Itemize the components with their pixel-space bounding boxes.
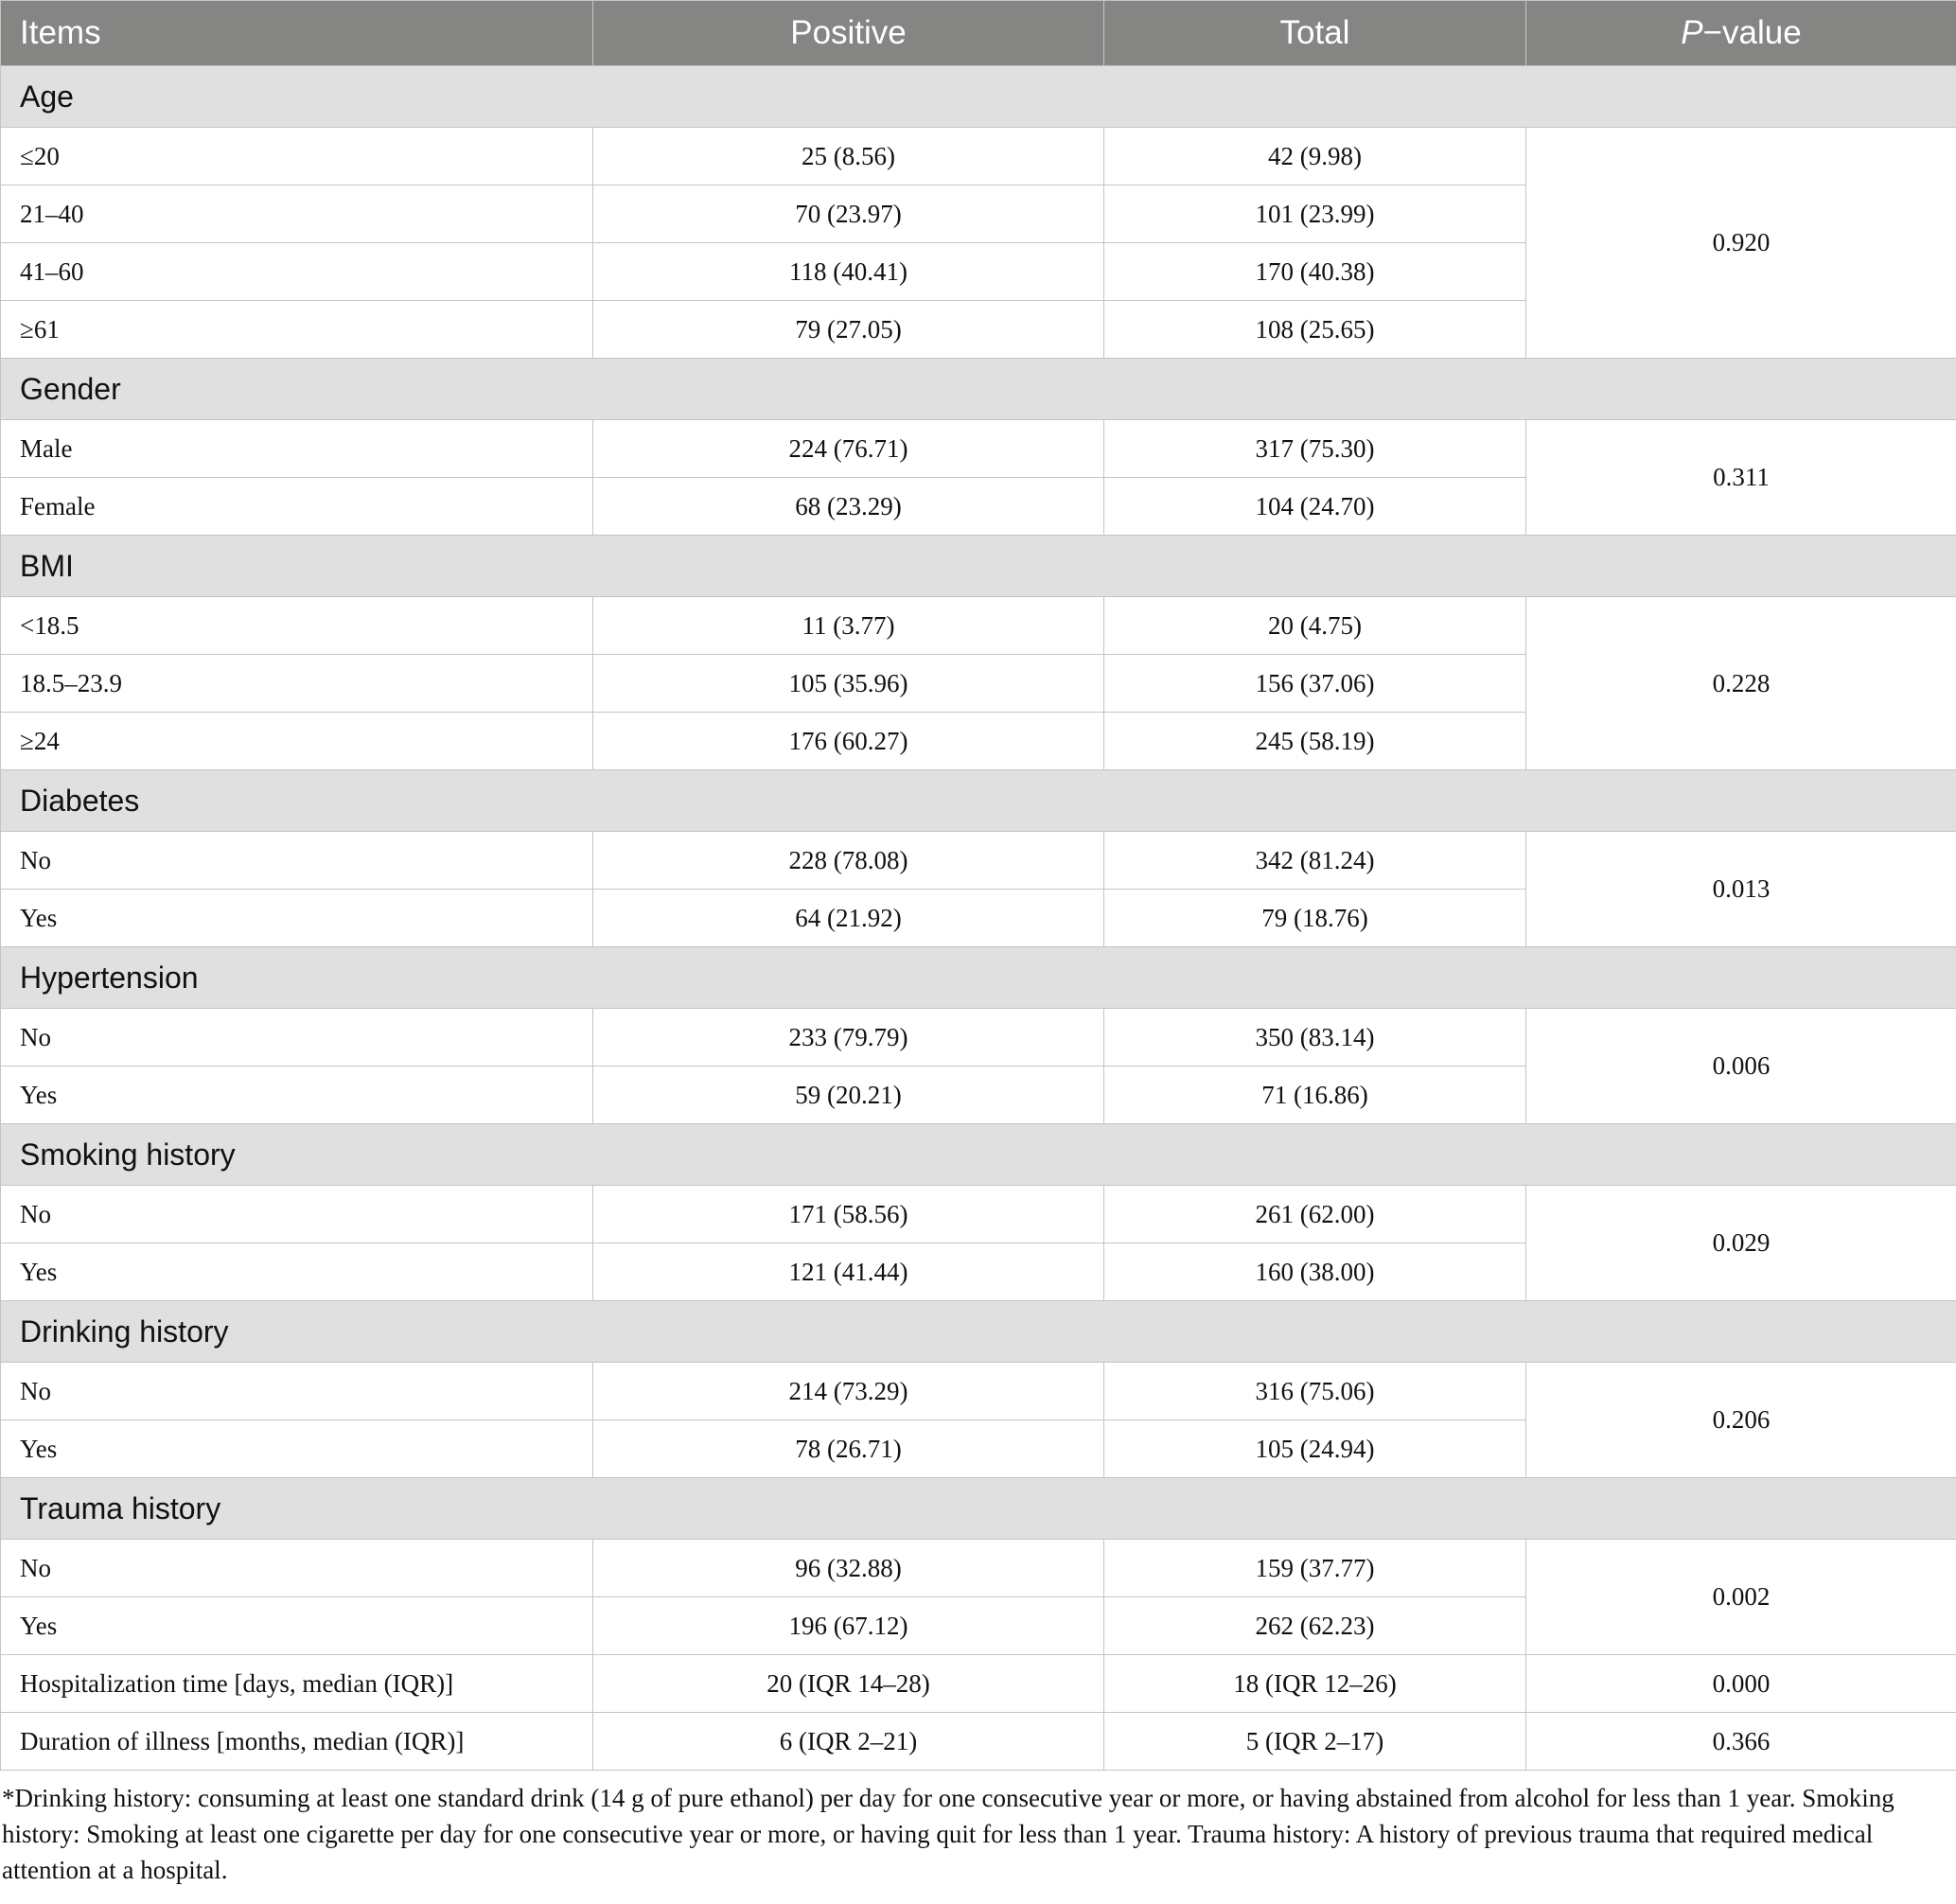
- section-row: [1, 1124, 1956, 1186]
- table-row: [1, 1655, 1956, 1713]
- row-total: 160 (38.00): [1104, 1243, 1526, 1301]
- row-positive: 6 (IQR 2–21): [593, 1713, 1104, 1771]
- row-positive: 68 (23.29): [593, 478, 1104, 536]
- section-title: Gender: [1, 359, 1956, 420]
- row-total: 71 (16.86): [1104, 1067, 1526, 1124]
- row-label: Hospitalization time [days, median (IQR)]: [1, 1655, 593, 1713]
- row-positive: 118 (40.41): [593, 243, 1104, 301]
- table-row: [1, 420, 1956, 478]
- row-total: 245 (58.19): [1104, 713, 1526, 770]
- row-label: 41–60: [1, 243, 593, 301]
- row-positive: 64 (21.92): [593, 890, 1104, 947]
- row-p-value: 0.206: [1526, 1363, 1956, 1478]
- row-positive: 59 (20.21): [593, 1067, 1104, 1124]
- row-label: Yes: [1, 1420, 593, 1478]
- header-positive: Positive: [593, 1, 1104, 66]
- row-label: Male: [1, 420, 593, 478]
- row-positive: 70 (23.97): [593, 185, 1104, 243]
- section-title: Trauma history: [1, 1478, 1956, 1540]
- section-row: [1, 536, 1956, 597]
- row-label: No: [1, 1540, 593, 1597]
- header-row: [1, 1, 1956, 66]
- section-row: [1, 1478, 1956, 1540]
- row-label: Yes: [1, 1243, 593, 1301]
- row-total: 170 (40.38): [1104, 243, 1526, 301]
- row-label: Yes: [1, 890, 593, 947]
- section-title: Drinking history: [1, 1301, 1956, 1363]
- row-total: 18 (IQR 12–26): [1104, 1655, 1526, 1713]
- table-footnote: *Drinking history: consuming at least one standard drink (14 g of pure ethanol) per day for one consecutive year or more, or having abstained from alcohol for less than 1 year. Smoking history: Smoking at least one cigarette per day for one consecutive year or more, or having quit for less than 1 year. Trauma history: A history of previous trauma that required medical attention at a hospital.: [2, 1784, 1894, 1884]
- row-p-value: 0.006: [1526, 1009, 1956, 1124]
- table-row: [1, 128, 1956, 185]
- row-label: Yes: [1, 1067, 593, 1124]
- header-p-value: [1526, 1, 1956, 66]
- row-label: ≥24: [1, 713, 593, 770]
- row-total: 350 (83.14): [1104, 1009, 1526, 1067]
- section-row: [1, 359, 1956, 420]
- row-label: 18.5–23.9: [1, 655, 593, 713]
- row-total: 42 (9.98): [1104, 128, 1526, 185]
- table-body: [1, 66, 1956, 1771]
- row-total: 262 (62.23): [1104, 1597, 1526, 1655]
- row-positive: 196 (67.12): [593, 1597, 1104, 1655]
- row-label: No: [1, 832, 593, 890]
- row-p-value: 0.228: [1526, 597, 1956, 770]
- row-total: 108 (25.65): [1104, 301, 1526, 359]
- row-label: <18.5: [1, 597, 593, 655]
- row-positive: 214 (73.29): [593, 1363, 1104, 1420]
- row-positive: 171 (58.56): [593, 1186, 1104, 1243]
- row-label: No: [1, 1009, 593, 1067]
- row-positive: 96 (32.88): [593, 1540, 1104, 1597]
- row-positive: 79 (27.05): [593, 301, 1104, 359]
- section-row: [1, 770, 1956, 832]
- row-total: 316 (75.06): [1104, 1363, 1526, 1420]
- table-row: [1, 1363, 1956, 1420]
- row-total: 104 (24.70): [1104, 478, 1526, 536]
- row-total: 101 (23.99): [1104, 185, 1526, 243]
- row-total: 105 (24.94): [1104, 1420, 1526, 1478]
- row-positive: 121 (41.44): [593, 1243, 1104, 1301]
- row-p-value: 0.002: [1526, 1540, 1956, 1655]
- row-total: 159 (37.77): [1104, 1540, 1526, 1597]
- row-label: Female: [1, 478, 593, 536]
- row-p-value: 0.920: [1526, 128, 1956, 359]
- row-positive: 11 (3.77): [593, 597, 1104, 655]
- row-total: 261 (62.00): [1104, 1186, 1526, 1243]
- row-positive: 233 (79.79): [593, 1009, 1104, 1067]
- row-positive: 20 (IQR 14–28): [593, 1655, 1104, 1713]
- table-row: [1, 1713, 1956, 1771]
- header-p-italic: P: [1681, 14, 1703, 51]
- section-title: BMI: [1, 536, 1956, 597]
- section-title: Hypertension: [1, 947, 1956, 1009]
- row-positive: 25 (8.56): [593, 128, 1104, 185]
- row-total: 156 (37.06): [1104, 655, 1526, 713]
- row-p-value: 0.311: [1526, 420, 1956, 536]
- row-total: 5 (IQR 2–17): [1104, 1713, 1526, 1771]
- row-positive: 228 (78.08): [593, 832, 1104, 890]
- row-label: 21–40: [1, 185, 593, 243]
- row-total: 342 (81.24): [1104, 832, 1526, 890]
- row-total: 79 (18.76): [1104, 890, 1526, 947]
- row-label: No: [1, 1186, 593, 1243]
- row-label: Yes: [1, 1597, 593, 1655]
- section-row: [1, 947, 1956, 1009]
- section-title: Diabetes: [1, 770, 1956, 832]
- row-p-value: 0.366: [1526, 1713, 1956, 1771]
- section-title: Age: [1, 66, 1956, 128]
- row-positive: 78 (26.71): [593, 1420, 1104, 1478]
- table-row: [1, 1009, 1956, 1067]
- section-row: [1, 1301, 1956, 1363]
- section-title: Smoking history: [1, 1124, 1956, 1186]
- row-total: 317 (75.30): [1104, 420, 1526, 478]
- row-label: No: [1, 1363, 593, 1420]
- row-positive: 224 (76.71): [593, 420, 1104, 478]
- row-label: ≤20: [1, 128, 593, 185]
- table-header: [1, 1, 1956, 66]
- row-p-value: 0.000: [1526, 1655, 1956, 1713]
- row-p-value: 0.013: [1526, 832, 1956, 947]
- header-items: Items: [1, 1, 593, 66]
- table-row: [1, 597, 1956, 655]
- table-row: [1, 1186, 1956, 1243]
- row-positive: 105 (35.96): [593, 655, 1104, 713]
- row-positive: 176 (60.27): [593, 713, 1104, 770]
- table-row: [1, 1540, 1956, 1597]
- table-row: [1, 832, 1956, 890]
- row-p-value: 0.029: [1526, 1186, 1956, 1301]
- row-label: ≥61: [1, 301, 593, 359]
- section-row: [1, 66, 1956, 128]
- header-total: Total: [1104, 1, 1526, 66]
- header-p-rest: −value: [1702, 14, 1802, 51]
- row-label: Duration of illness [months, median (IQR)]: [1, 1713, 593, 1771]
- row-total: 20 (4.75): [1104, 597, 1526, 655]
